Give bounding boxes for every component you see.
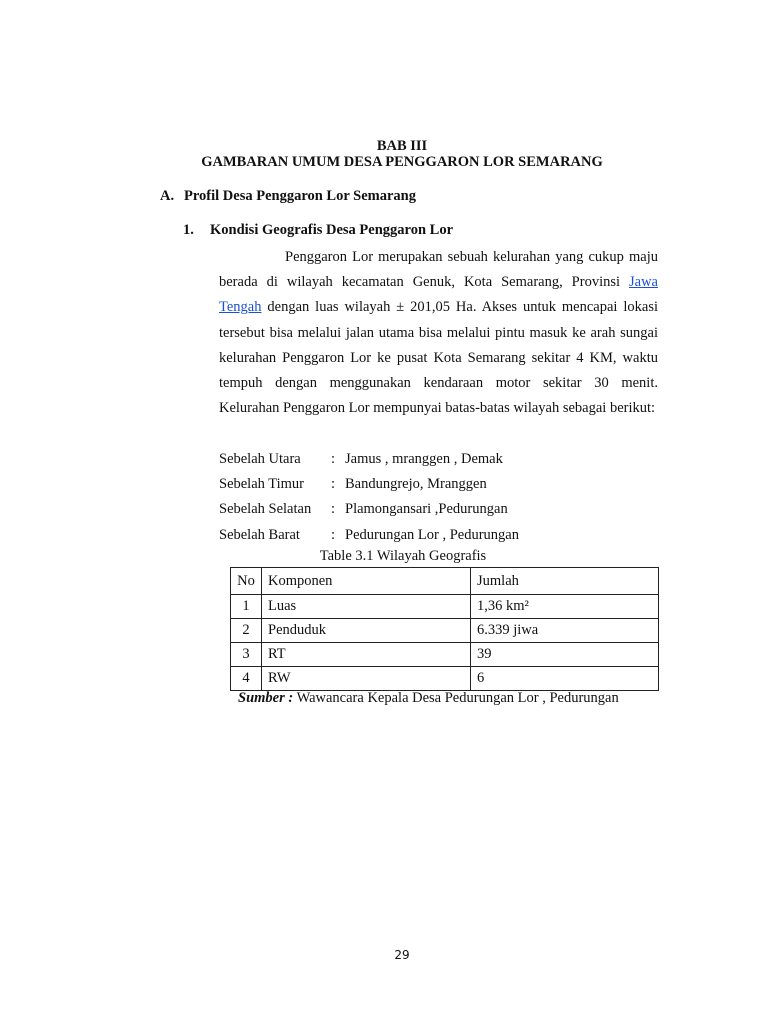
cell-no: 2 [231, 619, 262, 643]
jawa-tengah-link[interactable]: Jawa Tengah [219, 274, 658, 316]
source-label: Sumber : [238, 690, 294, 706]
table-row [231, 667, 659, 691]
border-colon: : [331, 501, 336, 518]
chapter-title: GAMBARAN UMUM DESA PENGGARON LOR SEMARANG [201, 154, 603, 170]
cell-komponen: Penduduk [262, 619, 471, 643]
subsection-marker: 1. [183, 222, 194, 238]
cell-jumlah: 1,36 km² [471, 595, 659, 619]
section-heading [160, 188, 416, 205]
border-value: Pedurungan Lor , Pedurungan [345, 526, 519, 543]
subsection-title: Kondisi Geografis Desa Penggaron Lor [210, 222, 454, 238]
table-source [238, 690, 619, 707]
border-side: Sebelah Timur [219, 476, 304, 493]
border-row [219, 472, 519, 497]
cell-jumlah: 39 [471, 643, 659, 667]
body-paragraph [219, 245, 658, 421]
cell-jumlah: 6 [471, 667, 659, 691]
subsection-heading [183, 222, 453, 239]
section-marker: A. [160, 188, 175, 204]
border-side: Sebelah Barat [219, 526, 300, 543]
cell-no: 4 [231, 667, 262, 691]
paragraph-text-end: dengan luas wilayah ± 201,05 Ha. Akses untuk mencapai lokasi tersebut bisa melalui jalan utama bisa melalui pintu masuk ke arah sungai kelurahan Penggaron Lor ke pusat Kota Semarang sekitar 4 KM, waktu tempuh dengan menggunakan kendaraan motor sekitar 30 menit. Kelurahan Penggaron Lor mempunyai batas-batas wilayah sebagai berikut: [219, 299, 658, 417]
page-number: 29 [394, 948, 410, 962]
border-colon: : [331, 451, 336, 467]
geography-table [230, 567, 659, 691]
border-value: Jamus , mranggen , Demak [345, 451, 503, 467]
border-row [219, 447, 519, 472]
border-colon: : [331, 476, 336, 493]
table-caption: Table 3.1 Wilayah Geografis [319, 548, 487, 564]
paragraph-text-start: Penggaron Lor merupakan sebuah kelurahan yang cukup maju berada di wilayah kecamatan Genuk, Kota Semarang, Provinsi [219, 249, 658, 291]
border-row [219, 523, 519, 548]
border-side: Sebelah Utara [219, 451, 301, 467]
source-text: Wawancara Kepala Desa Pedurungan Lor , Pedurungan [293, 690, 619, 706]
cell-jumlah: 6.339 jiwa [471, 619, 659, 643]
table-header-row [231, 568, 659, 595]
cell-komponen: RT [262, 643, 471, 667]
border-colon: : [331, 526, 336, 543]
cell-no: 1 [231, 595, 262, 619]
header-jumlah: Jumlah [471, 568, 659, 595]
header-komponen: Komponen [262, 568, 471, 595]
border-value: Bandungrejo, Mranggen [345, 476, 487, 493]
table-row [231, 595, 659, 619]
border-value: Plamongansari ,Pedurungan [345, 501, 508, 518]
section-title: Profil Desa Penggaron Lor Semarang [184, 188, 416, 204]
table-row [231, 619, 659, 643]
border-row [219, 497, 519, 522]
header-no: No [231, 568, 262, 595]
table-row [231, 643, 659, 667]
cell-komponen: Luas [262, 595, 471, 619]
border-list [219, 447, 519, 548]
border-side: Sebelah Selatan [219, 501, 312, 518]
cell-no: 3 [231, 643, 262, 667]
chapter-number: BAB III [376, 138, 428, 154]
cell-komponen: RW [262, 667, 471, 691]
